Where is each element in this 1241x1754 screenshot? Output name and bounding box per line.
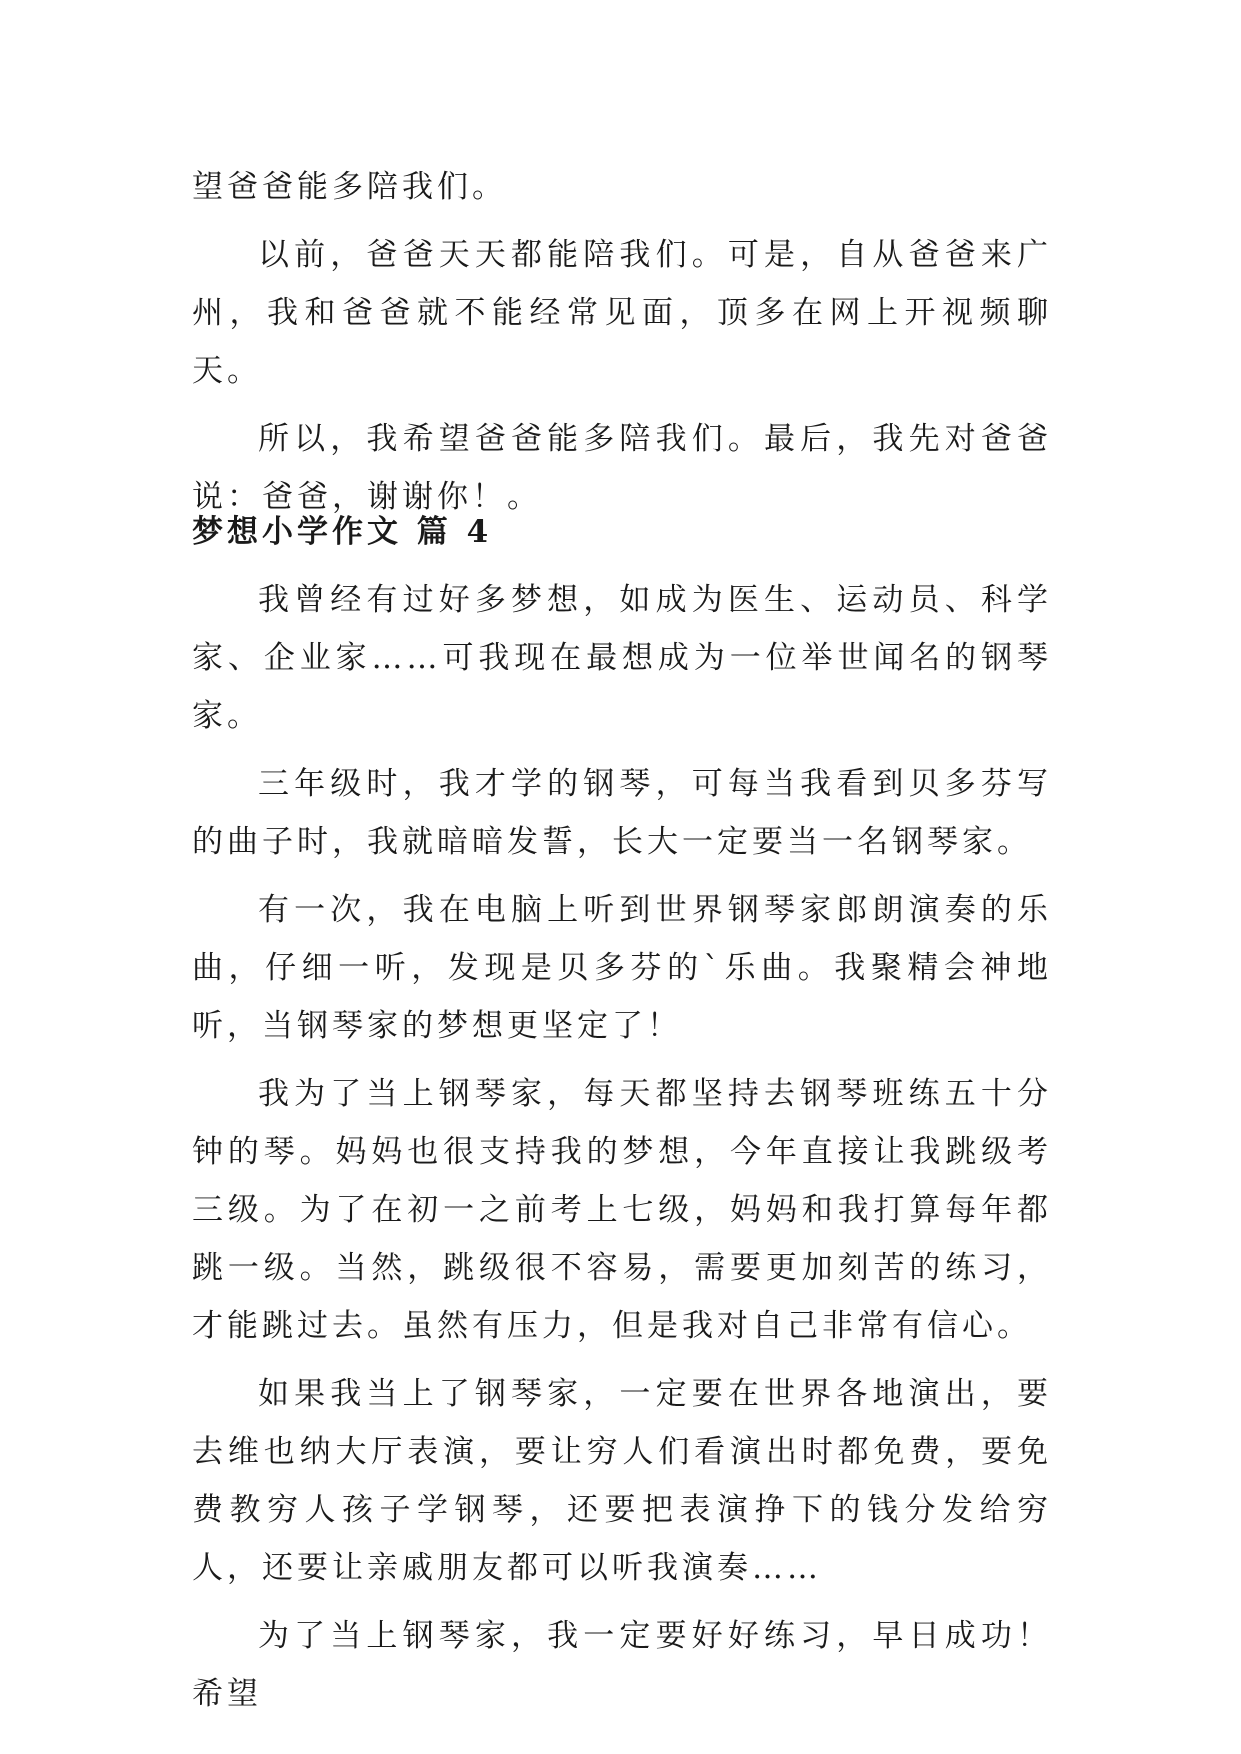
paragraph: 所以，我希望爸爸能多陪我们。最后，我先对爸爸说：爸爸，谢谢你！。 xyxy=(192,421,1052,515)
paragraph: 三年级时，我才学的钢琴，可每当我看到贝多芬写的曲子时，我就暗暗发誓，长大一定要当一名钢琴家。 xyxy=(192,766,1052,860)
section-title: 梦想小学作文 篇 4 xyxy=(192,514,493,550)
paragraph: 为了当上钢琴家，我一定要好好练习，早日成功！希望 xyxy=(192,1618,1052,1712)
paragraph: 以前，爸爸天天都能陪我们。可是，自从爸爸来广州，我和爸爸就不能经常见面，顶多在网上开视频聊天。 xyxy=(192,237,1052,389)
paragraph: 我曾经有过好多梦想，如成为医生、运动员、科学家、企业家……可我现在最想成为一位举世闻名的钢琴家。 xyxy=(192,582,1052,734)
previous-essay-ending xyxy=(192,158,1052,526)
paragraph: 我为了当上钢琴家，每天都坚持去钢琴班练五十分钟的琴。妈妈也很支持我的梦想，今年直接让我跳级考三级。为了在初一之前考上七级，妈妈和我打算每年都跳一级。当然，跳级很不容易，需要更加刻苦的练习，才能跳过去。虽然有压力，但是我对自己非常有信心。 xyxy=(192,1076,1052,1344)
continuation-paragraph: 望爸爸能多陪我们。 xyxy=(192,169,507,205)
paragraph: 有一次，我在电脑上听到世界钢琴家郎朗演奏的乐曲，仔细一听，发现是贝多芬的`乐曲。我聚精会神地听，当钢琴家的梦想更坚定了！ xyxy=(192,892,1052,1044)
essay-section-4 xyxy=(192,503,1052,1723)
paragraph: 如果我当上了钢琴家，一定要在世界各地演出，要去维也纳大厅表演，要让穷人们看演出时都免费，要免费教穷人孩子学钢琴，还要把表演挣下的钱分发给穷人，还要让亲戚朋友都可以听我演奏…… xyxy=(192,1376,1052,1586)
